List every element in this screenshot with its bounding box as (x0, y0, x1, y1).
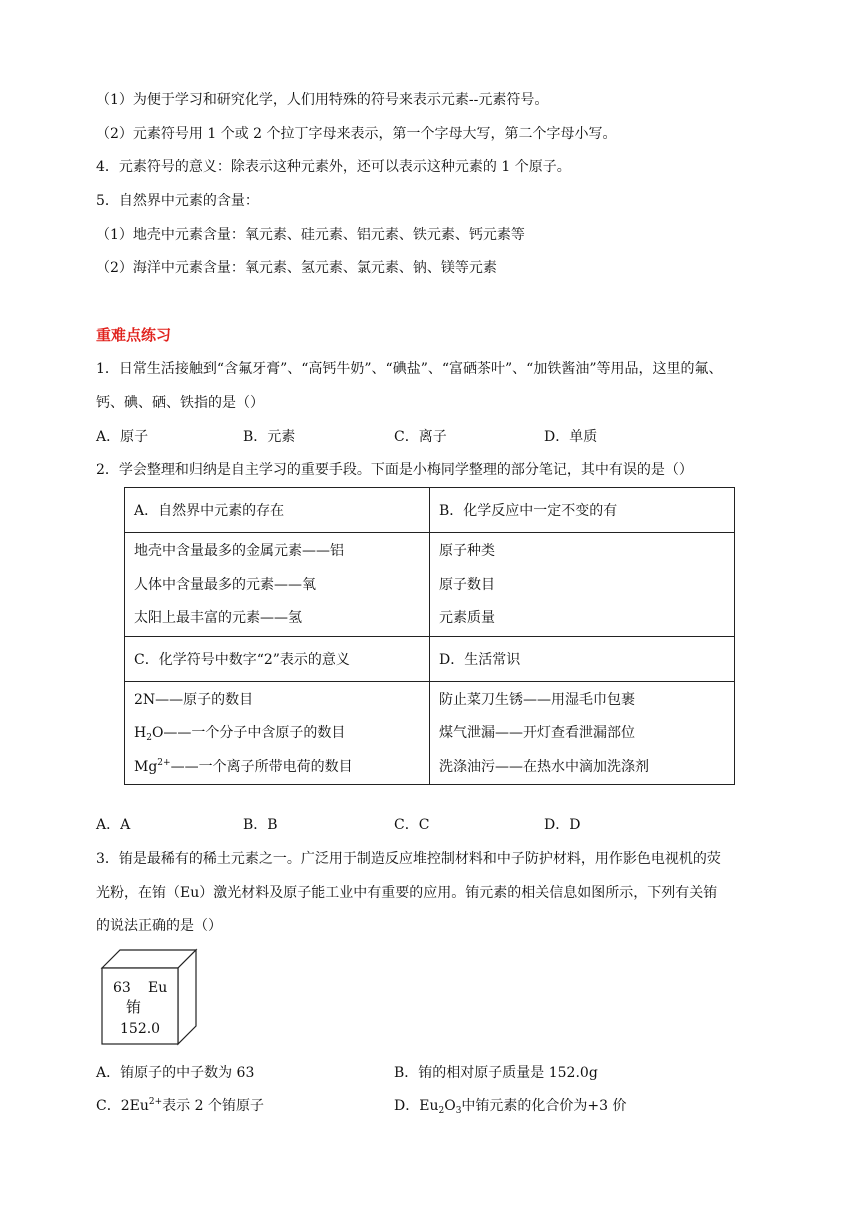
q2-option-b: B．B (243, 817, 278, 833)
intro-line-5: （1）地壳中元素含量：氧元素、硅元素、铝元素、铁元素、钙元素等 (96, 227, 525, 243)
cell-a-head: A．自然界中元素的存在 (125, 488, 430, 533)
intro-line-6: （2）海洋中元素含量：氧元素、氢元素、氯元素、钠、镁等元素 (96, 260, 497, 276)
cell-d-body (430, 681, 735, 785)
cell-c-head: C．化学符号中数字“2”表示的意义 (125, 636, 430, 681)
cell-b-line: 元素质量 (439, 610, 495, 626)
element-atomic-number: 63 (113, 980, 131, 996)
q1-stem-line-2: 钙、碘、硒、铁指的是（） (96, 395, 264, 411)
cell-d-line: 防止菜刀生锈——用湿毛巾包裹 (439, 691, 635, 708)
cell-a-line: 地壳中含量最多的金属元素——铝 (134, 543, 344, 559)
cell-b-line: 原子数目 (439, 576, 495, 593)
section-title: 重难点练习 (96, 326, 172, 344)
q3-stem-line-2: 光粉，在铕（Eu）激光材料及原子能工业中有重要的应用。铕元素的相关信息如图所示，下列有关铕 (96, 885, 718, 901)
q2-option-d: D．D (544, 817, 581, 833)
q3-option-b: B．铕的相对原子质量是 152.0g (394, 1065, 598, 1081)
q1-stem-line-1: 1．日常生活接触到“含氟牙膏”、“高钙牛奶”、“碘盐”、“富硒茶叶”、“加铁酱油”等用品，这里的氟、 (96, 361, 723, 377)
cell-a-line: 人体中含量最多的元素——氧 (134, 576, 316, 593)
cell-b-body (430, 533, 735, 637)
intro-line-2: （2）元素符号用 1 个或 2 个拉丁字母来表示，第一个字母大写，第二个字母小写。 (96, 126, 617, 142)
q1-option-d: D．单质 (544, 429, 598, 445)
q2-stem: 2．学会整理和归纳是自主学习的重要手段。下面是小梅同学整理的部分笔记，其中有误的是（） (96, 462, 693, 478)
cell-b-line: 原子种类 (439, 543, 495, 559)
cell-c-line: $H_2O——$一个分子中含原子的数目 (134, 725, 346, 743)
q3-option-d: D．$Eu_2O_3$中铕元素的化合价为+3 价 (394, 1098, 627, 1116)
q1-option-c: C．离子 (394, 429, 447, 445)
cell-d-line: 煤气泄漏——开灯查看泄漏部位 (439, 725, 635, 741)
cell-d-line: 洗涤油污——在热水中滴加洗涤剂 (439, 758, 649, 775)
element-name: 铕 (126, 998, 142, 1016)
q1-option-a: A．原子 (96, 429, 149, 445)
notes-table (124, 487, 735, 785)
q3-stem-line-3: 的说法正确的是（） (96, 918, 222, 934)
q1-option-b: B．元素 (243, 429, 296, 445)
element-cube-figure (100, 948, 200, 1048)
q3-option-a: A．铕原子的中子数为 63 (96, 1065, 255, 1081)
cell-c-line: 2N——原子的数目 (134, 691, 254, 708)
q2-option-a: A．A (96, 817, 131, 833)
q2-option-c: C．C (394, 817, 430, 833)
element-symbol: Eu (148, 980, 168, 996)
cell-b-head: B．化学反应中一定不变的有 (430, 488, 735, 533)
cell-d-head: D．生活常识 (430, 636, 735, 681)
intro-line-4: 5．自然界中元素的含量： (96, 193, 259, 209)
intro-line-1: （1）为便于学习和研究化学，人们用特殊的符号来表示元素--元素符号。 (96, 92, 549, 108)
cell-a-body (125, 533, 430, 637)
element-atomic-mass: 152.0 (120, 1021, 161, 1037)
cell-c-body (125, 681, 430, 785)
intro-line-3: 4．元素符号的意义：除表示这种元素外，还可以表示这种元素的 1 个原子。 (96, 159, 571, 175)
q3-option-c: C．$2Eu^{2+}$表示 2 个铕原子 (96, 1097, 264, 1114)
q3-stem-line-1: 3．铕是最稀有的稀土元素之一。广泛用于制造反应堆控制材料和中子防护材料，用作影色电视机的荧 (96, 851, 721, 867)
cell-c-line: $Mg^{2+}——$一个离子所带电荷的数目 (134, 757, 353, 775)
cell-a-line: 太阳上最丰富的元素——氢 (134, 610, 302, 626)
